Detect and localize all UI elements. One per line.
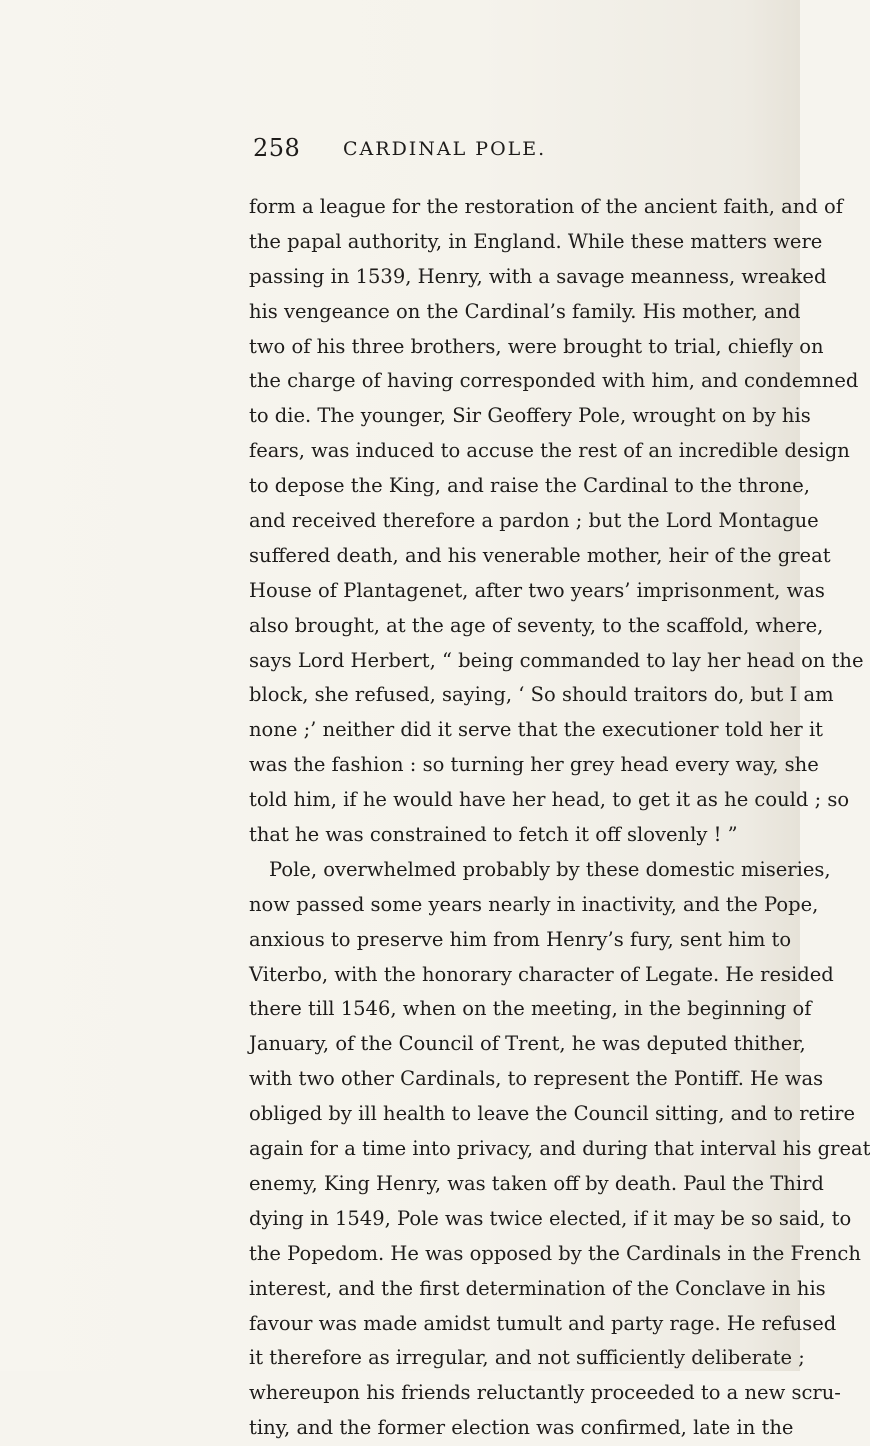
text-line: with two other Cardinals, to represent the Pontiff. He was [249,1067,824,1091]
text-line: none ;’ neither did it serve that the executioner told her it [249,718,824,742]
text-line: House of Plantagenet, after two years’ imprisonment, was [249,578,825,602]
text-line: Viterbo, with the honorary character of Legate. He resided [249,962,834,986]
text-line: tiny, and the former election was confirmed, late in the [249,1416,794,1440]
text-line: told him, if he would have her head, to get it as he could ; so [249,788,850,812]
text-line: block, she refused, saying, ‘ So should traitors do, but I am [249,683,834,707]
text-line: that he was constrained to fetch it off slovenly ! ” [249,823,738,847]
running-head: CARDINAL POLE. [343,138,547,160]
body-text [249,190,870,1446]
text-line: the Popedom. He was opposed by the Cardinals in the French [249,1241,861,1265]
text-line: his vengeance on the Cardinal’s family. His mother, and [249,299,801,323]
text-line: enemy, King Henry, was taken off by death. Paul the Third [249,1171,824,1195]
text-line: now passed some years nearly in inactivity, and the Pope, [249,892,819,916]
text-line: whereupon his friends reluctantly proceeded to a new scru- [249,1381,841,1405]
text-line: says Lord Herbert, “ being commanded to lay her head on the [249,648,864,672]
text-line: Pole, overwhelmed probably by these domestic miseries, [269,857,831,881]
text-line: January, of the Council of Trent, he was deputed thither, [249,1032,806,1056]
text-line: to depose the King, and raise the Cardinal to the throne, [249,474,810,498]
text-line: to die. The younger, Sir Geoffery Pole, wrought on by his [249,404,811,428]
text-line: interest, and the first determination of the Conclave in his [249,1276,826,1300]
text-line: favour was made amidst tumult and party rage. He refused [249,1311,837,1335]
text-line: form a league for the restoration of the ancient faith, and of [249,195,844,218]
text-line: also brought, at the age of seventy, to the scaffold, where, [249,613,824,637]
text-line: was the fashion : so turning her grey head every way, she [249,753,819,777]
text-line: two of his three brothers, were brought to trial, chiefly on [249,334,824,358]
text-line: anxious to preserve him from Henry’s fury, sent him to [249,927,792,951]
text-line: the papal authority, in England. While these matters were [249,229,823,253]
text-line: there till 1546, when on the meeting, in the beginning of [249,997,812,1021]
text-line: the charge of having corresponded with him, and condemned [249,369,859,393]
text-line: fears, was induced to accuse the rest of an incredible design [249,439,850,463]
text-line: passing in 1539, Henry, with a savage meanness, wreaked [249,264,827,288]
page-number: 258 [253,134,301,162]
text-line: suffered death, and his venerable mother, heir of the great [249,543,831,567]
text-line: and received therefore a pardon ; but the Lord Montague [249,509,819,533]
text-line: it therefore as irregular, and not sufficiently deliberate ; [249,1346,805,1370]
text-line: dying in 1549, Pole was twice elected, if it may be so said, to [249,1206,852,1230]
text-line: again for a time into privacy, and during that interval his great [249,1137,870,1161]
text-line: obliged by ill health to leave the Council sitting, and to retire [249,1102,856,1126]
page-header [253,134,670,164]
